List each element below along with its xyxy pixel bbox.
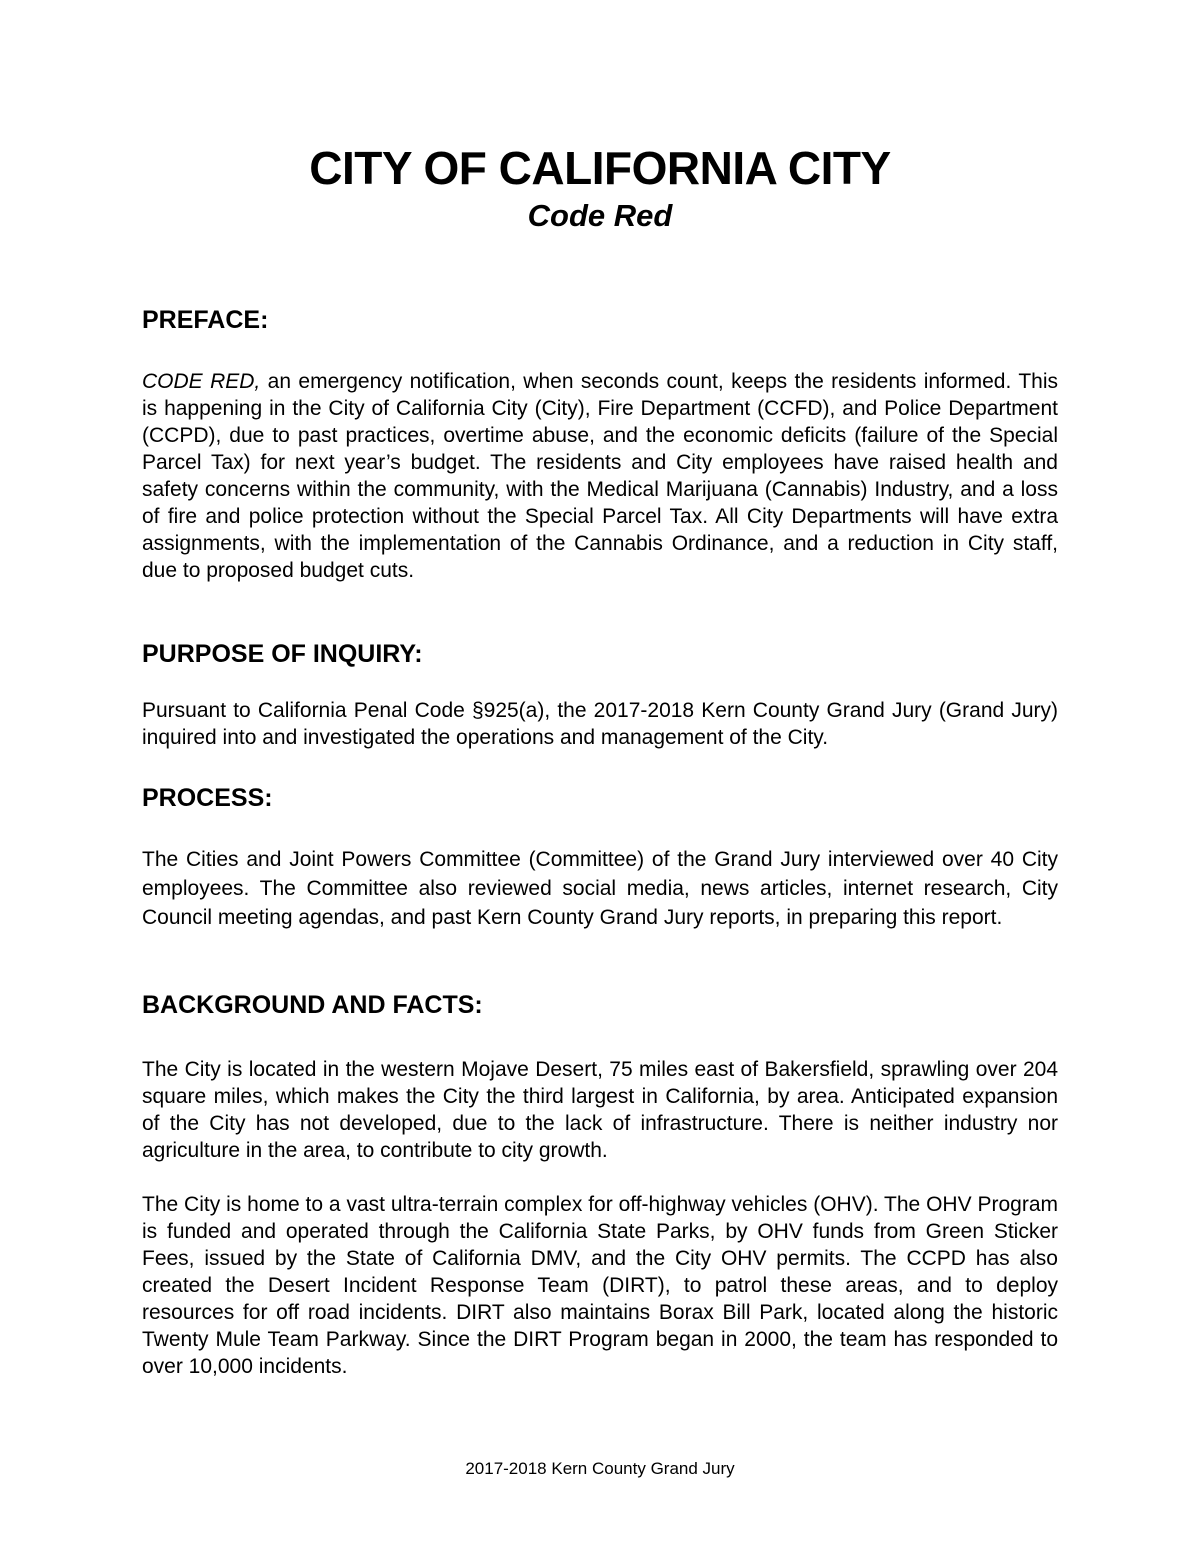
process-paragraph: The Cities and Joint Powers Committee (Committee) of the Grand Jury interviewed over 40 City employees. The Committee also reviewed social media, news articles, internet research, City Council meeting agendas, and past Kern County Grand Jury reports, in preparing this report. <box>142 848 1058 929</box>
purpose-paragraph: Pursuant to California Penal Code §925(a), the 2017-2018 Kern County Grand Jury (Grand Jury) inquired into and investigated the operations and management of the City. <box>142 699 1058 749</box>
preface-paragraph <box>142 368 1058 584</box>
background-paragraph-1: The City is located in the western Mojave Desert, 75 miles east of Bakersfield, sprawling over 204 square miles, which makes the City the third largest in California, by area. Anticipated expansion of the City has not developed, due to the lack of infrastructure. There is neither industry nor agriculture in the area, to contribute to city growth. <box>142 1058 1058 1162</box>
preface-lead: CODE RED, <box>142 370 261 393</box>
document-subtitle: Code Red <box>527 198 673 233</box>
preface-body: an emergency notification, when seconds count, keeps the residents informed. This is happening in the City of California City (City), Fire Department (CCFD), and Police Department (CCPD), due to past practices, overtime abuse, and the economic deficits (failure of the Special Parcel Tax) for next year’s budget. The residents and City employees have raised health and safety concerns within the community, with the Medical Marijuana (Cannabis) Industry, and a loss of fire and police protection without the Special Parcel Tax. All City Departments will have extra assignments, with the implementation of the Cannabis Ordinance, and a reduction in City staff, due to proposed budget cuts. <box>142 370 1058 582</box>
purpose-heading: PURPOSE OF INQUIRY: <box>142 640 423 668</box>
background-heading: BACKGROUND AND FACTS: <box>142 991 483 1019</box>
preface-heading: PREFACE: <box>142 306 269 334</box>
background-paragraph-2: The City is home to a vast ultra-terrain complex for off-highway vehicles (OHV). The OHV Program is funded and operated through the California State Parks, by OHV funds from Green Sticker Fees, issued by the State of California DMV, and the City OHV permits. The CCPD has also created the Desert Incident Response Team (DIRT), to patrol these areas, and to deploy resources for off road incidents. DIRT also maintains Borax Bill Park, located along the historic Twenty Mule Team Parkway. Since the DIRT Program began in 2000, the team has responded to over 10,000 incidents. <box>142 1193 1058 1378</box>
page-footer: 2017-2018 Kern County Grand Jury <box>465 1459 735 1478</box>
process-heading: PROCESS: <box>142 784 273 812</box>
document-title: CITY OF CALIFORNIA CITY <box>309 142 891 194</box>
